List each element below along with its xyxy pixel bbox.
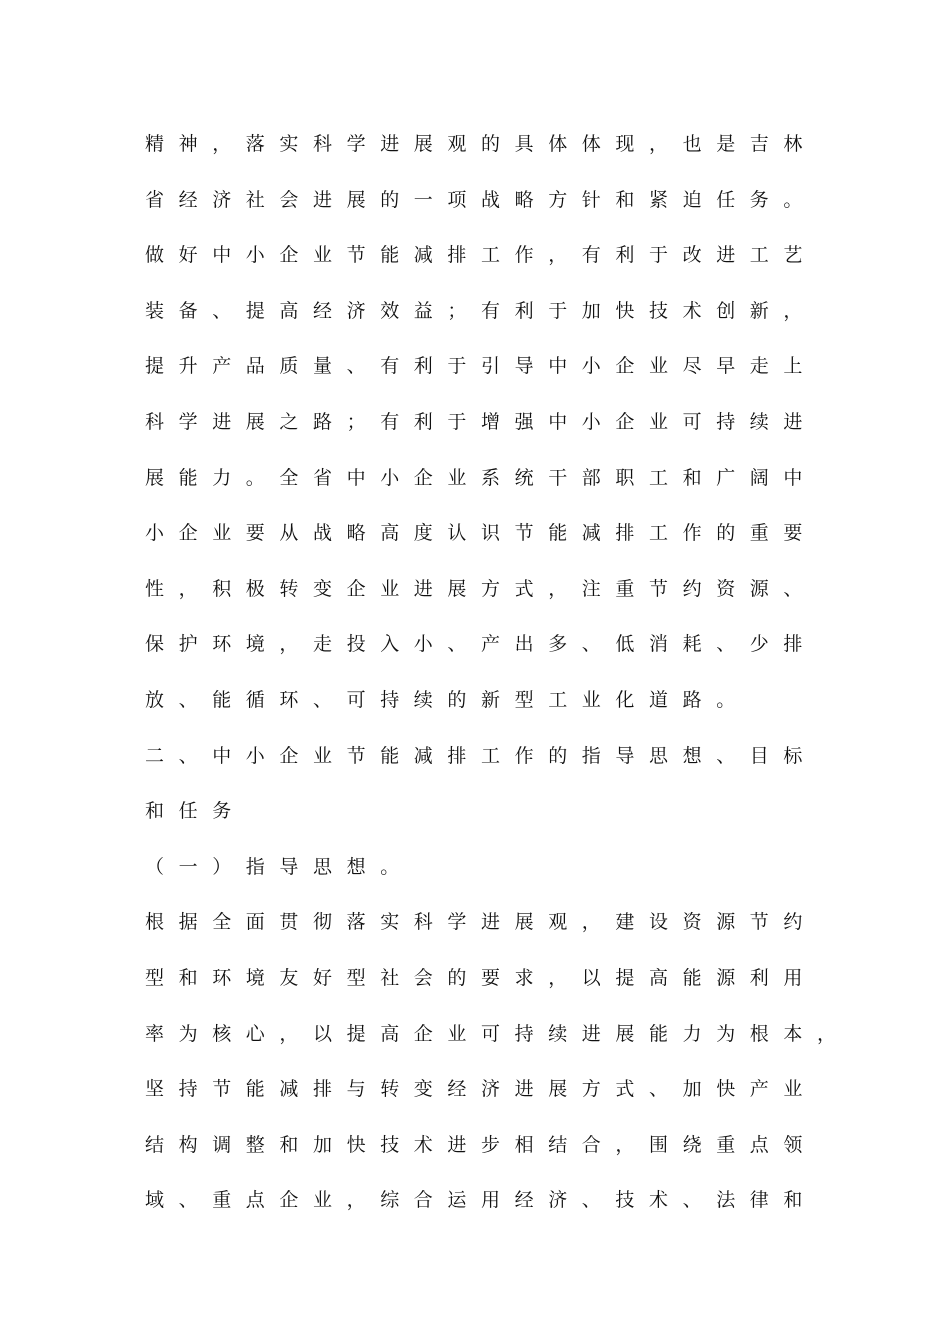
text-line: 做好中小企业节能减排工作，有利于改进工艺 (145, 244, 818, 267)
section-heading-continued: 和任务 (145, 800, 246, 823)
text-line: 性，积极转变企业进展方式，注重节约资源、 (145, 577, 818, 600)
text-line: 装备、提高经济效益；有利于加快技术创新， (145, 299, 818, 322)
text-line: 根据全面贯彻落实科学进展观，建设资源节约 (145, 911, 818, 934)
text-line: 放、能循环、可持续的新型工业化道路。 (145, 688, 750, 711)
text-line: 率为核心，以提高企业可持续进展能力为根本， (145, 1022, 851, 1045)
text-line: 展能力。全省中小企业系统干部职工和广阔中 (145, 466, 818, 489)
text-line: 精神，落实科学进展观的具体体现，也是吉林 (145, 133, 818, 155)
section-heading: 二、中小企业节能减排工作的指导思想、目标 (145, 744, 818, 767)
text-line: 型和环境友好型社会的要求，以提高能源利用 (145, 966, 818, 989)
text-line: 域、重点企业，综合运用经济、技术、法律和 (145, 1189, 818, 1212)
text-line: 提升产品质量、有利于引导中小企业尽早走上 (145, 355, 818, 378)
text-line: 科学进展之路；有利于增强中小企业可持续进 (145, 410, 818, 433)
text-line: 结构调整和加快技术进步相结合，围绕重点领 (145, 1133, 818, 1156)
text-line: 省经济社会进展的一项战略方针和紧迫任务。 (145, 188, 818, 211)
subsection-heading: （一）指导思想。 (145, 855, 414, 878)
text-line: 小企业要从战略高度认识节能减排工作的重要 (145, 522, 818, 545)
text-line: 保护环境，走投入小、产出多、低消耗、少排 (145, 633, 818, 656)
text-line: 坚持节能减排与转变经济进展方式、加快产业 (145, 1078, 818, 1101)
document-body (145, 126, 851, 1238)
